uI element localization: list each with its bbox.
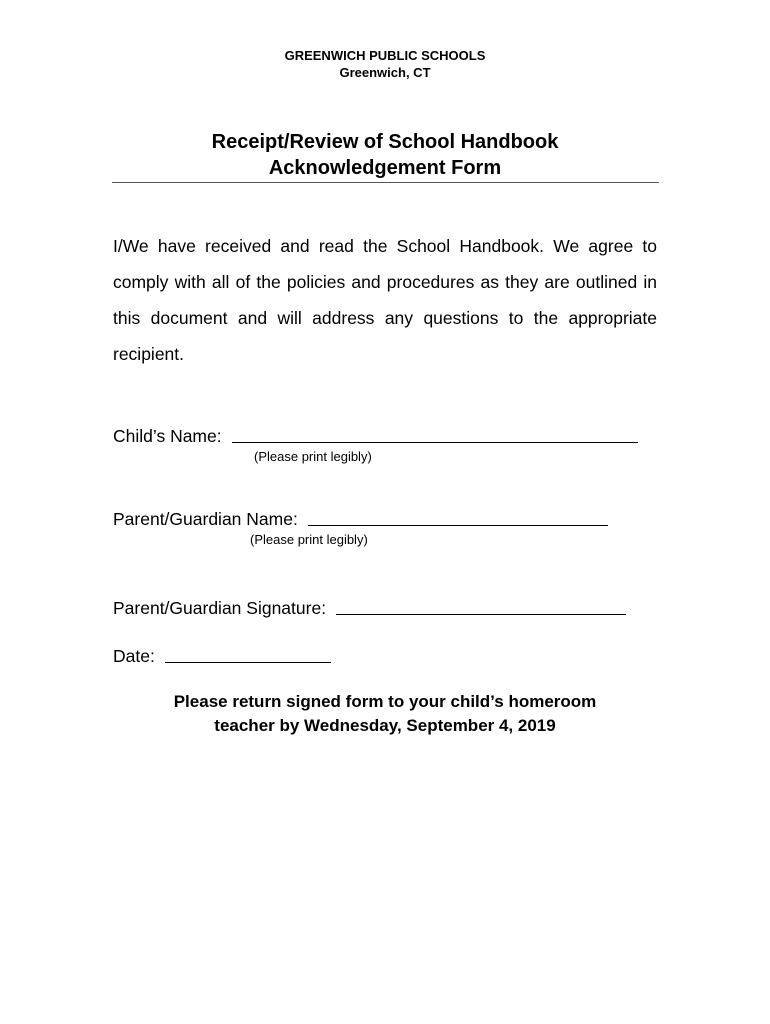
acknowledgement-paragraph: I/We have received and read the School Handbook. We agree to comply with all of the policies and procedures as they are outlined in this document and will address any questions to the appropriate recipient. bbox=[113, 236, 657, 364]
date-field[interactable] bbox=[113, 645, 331, 667]
parent-name-label: Parent/Guardian Name: bbox=[113, 509, 298, 529]
date-line[interactable] bbox=[165, 662, 331, 663]
return-instructions-line2: teacher by Wednesday, September 4, 2019 bbox=[214, 716, 556, 735]
org-name: GREENWICH PUBLIC SCHOOLS bbox=[284, 48, 486, 63]
parent-name-line[interactable] bbox=[308, 525, 608, 526]
date-label: Date: bbox=[113, 646, 155, 666]
child-name-hint: (Please print legibly) bbox=[254, 449, 372, 464]
child-name-line[interactable] bbox=[232, 442, 638, 443]
child-name-label: Child’s Name: bbox=[113, 426, 222, 446]
return-instructions-line1: Please return signed form to your child’s homeroom bbox=[173, 692, 597, 711]
signature-line[interactable] bbox=[336, 614, 626, 615]
org-location: Greenwich, CT bbox=[339, 65, 431, 80]
child-name-field[interactable] bbox=[113, 425, 638, 447]
form-title-line2: Acknowledgement Form bbox=[268, 157, 502, 179]
parent-name-field[interactable] bbox=[113, 508, 608, 530]
title-divider bbox=[112, 182, 659, 183]
parent-name-hint: (Please print legibly) bbox=[250, 532, 368, 547]
form-title-line1: Receipt/Review of School Handbook bbox=[211, 131, 559, 153]
signature-label: Parent/Guardian Signature: bbox=[113, 598, 327, 618]
signature-field[interactable] bbox=[113, 597, 626, 619]
